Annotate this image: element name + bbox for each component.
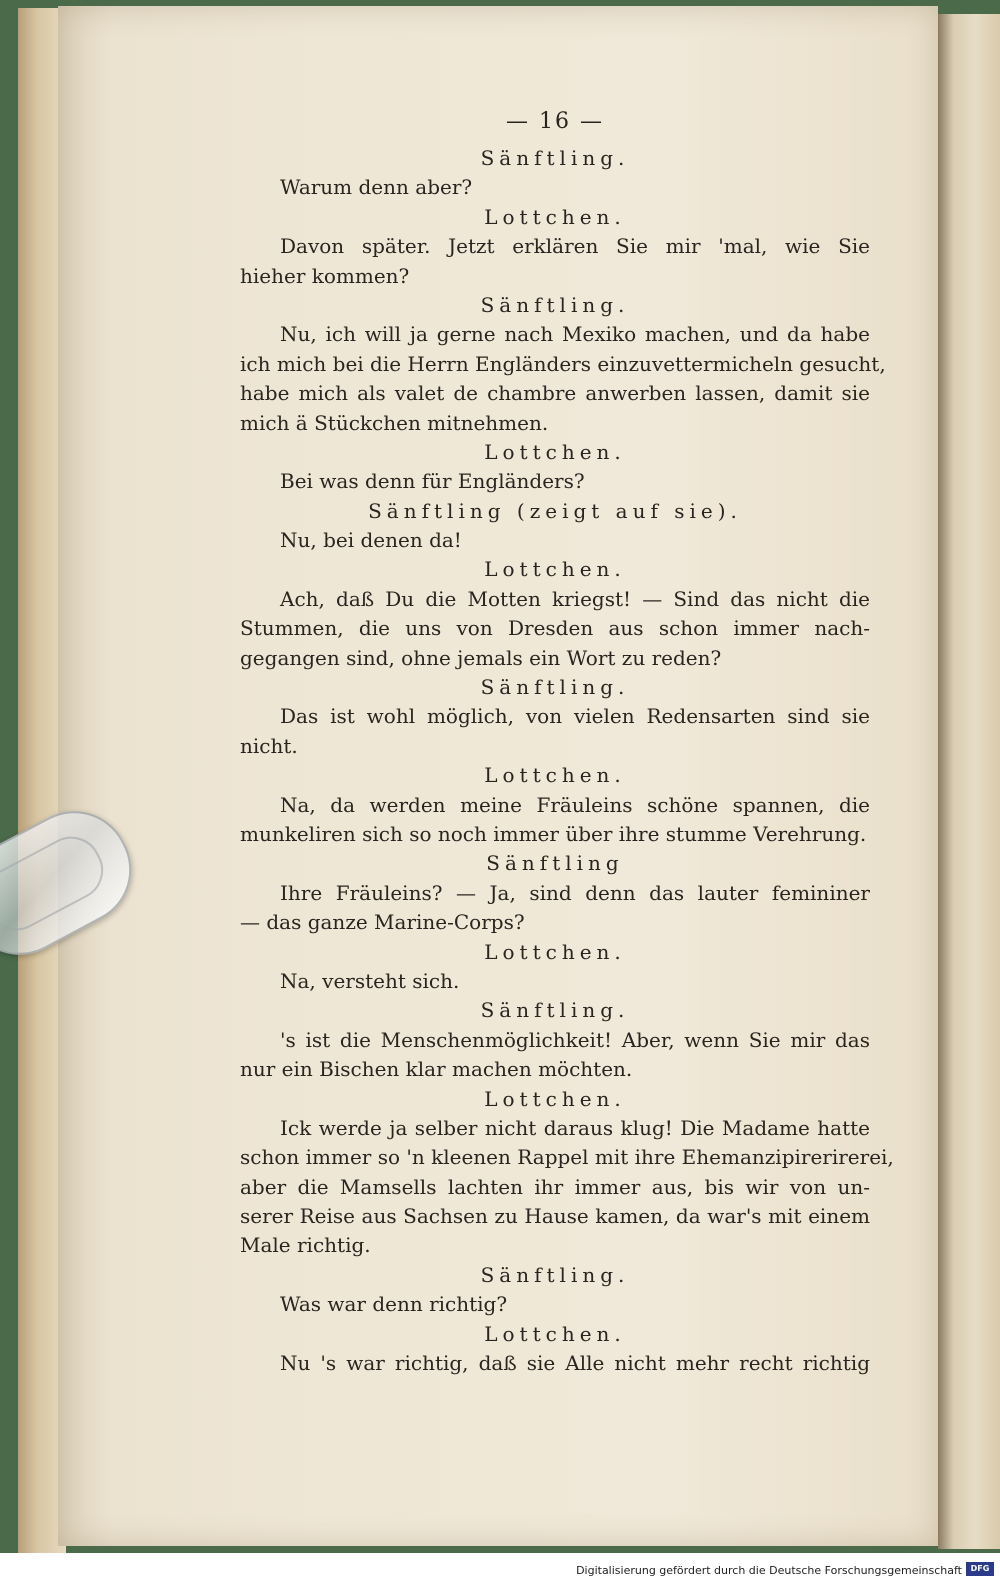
speaker-name: Sänftling. [480, 1262, 630, 1287]
dialogue-line: Ick werde ja selber nicht daraus klug! Die Madame hatte [280, 1115, 870, 1140]
speaker-name: Lottchen. [484, 1321, 626, 1346]
page-number: — 16 — [506, 109, 604, 134]
dialogue-line: Davon später. Jetzt erklären Sie mir 'mal, wie Sie [280, 234, 870, 259]
dialogue-line: hieher kommen? [240, 263, 410, 288]
dialogue-line: Nu, ich will ja gerne nach Mexiko machen, und da habe [280, 322, 870, 347]
speaker-name: Sänftling [486, 851, 624, 876]
speaker-name: Sänftling. [480, 292, 630, 317]
dialogue-line: mich ä Stückchen mitnehmen. [240, 410, 549, 435]
dialogue-line: nicht. [240, 733, 298, 758]
dialogue-line: Ihre Fräuleins? — Ja, sind denn das lauter femininer [280, 880, 870, 905]
dialogue-line: aber die Mamsells lachten ihr immer aus, bis wir von un- [240, 1174, 870, 1199]
dialogue-line: Male richtig. [240, 1233, 371, 1258]
speaker-name: Lottchen. [484, 204, 626, 229]
dialogue-line: — das ganze Marine-Corps? [240, 910, 525, 935]
dialogue-line: Ach, daß Du die Motten kriegst! — Sind das nicht die [280, 586, 870, 611]
speaker-name: Sänftling. [480, 675, 630, 700]
speaker-name: Sänftling (zeigt auf sie). [368, 498, 742, 523]
dialogue-line: 's ist die Menschenmöglichkeit! Aber, wenn Sie mir das [280, 1027, 870, 1052]
dialogue-line: ich mich bei die Herrn Engländers einzuvettermicheln gesucht, [240, 351, 886, 376]
dialogue-line: Na, da werden meine Fräuleins schöne spannen, die [280, 792, 870, 817]
speaker-name: Lottchen. [484, 1086, 626, 1111]
dialogue-line: Na, versteht sich. [280, 968, 460, 993]
speaker-name: Lottchen. [484, 557, 626, 582]
speaker-name: Lottchen. [484, 439, 626, 464]
digitization-credit: Digitalisierung gefördert durch die Deutsche Forschungsgemeinschaft [576, 1564, 962, 1577]
dialogue-line: serer Reise aus Sachsen zu Hause kamen, da war's mit einem [240, 1204, 870, 1229]
dialogue-line: nur ein Bischen klar machen möchten. [240, 1057, 633, 1082]
dfg-logo: DFG [966, 1562, 994, 1576]
dialogue-line: gegangen sind, ohne jemals ein Wort zu reden? [240, 645, 722, 670]
dialogue-line: Das ist wohl möglich, von vielen Redensarten sind sie [280, 704, 870, 729]
dialogue-line: Was war denn richtig? [280, 1292, 508, 1317]
dialogue-line: Nu, bei denen da! [280, 528, 462, 553]
speaker-name: Sänftling. [480, 146, 630, 170]
dialogue-line: Nu 's war richtig, daß sie Alle nicht mehr recht richtig [280, 1351, 870, 1376]
book-right-edge [938, 14, 1000, 1549]
dialogue-line: munkeliren sich so noch immer über ihre stumme Verehrung. [240, 821, 867, 846]
page-text [240, 100, 894, 1378]
dialogue-line: Stummen, die uns von Dresden aus schon immer nach- [240, 616, 870, 641]
dialogue-line: Warum denn aber? [280, 175, 473, 200]
dialogue-line: habe mich als valet de chambre anwerben lassen, damit sie [240, 381, 870, 406]
speaker-name: Sänftling. [480, 998, 630, 1023]
dialogue-line: Bei was denn für Engländers? [280, 469, 585, 494]
speaker-name: Lottchen. [484, 939, 626, 964]
dialogue-line: schon immer so 'n kleenen Rappel mit ihre Ehemanzipirerirerei, [240, 1145, 894, 1170]
text-lines [240, 144, 894, 1378]
speaker-name: Lottchen. [484, 763, 626, 788]
